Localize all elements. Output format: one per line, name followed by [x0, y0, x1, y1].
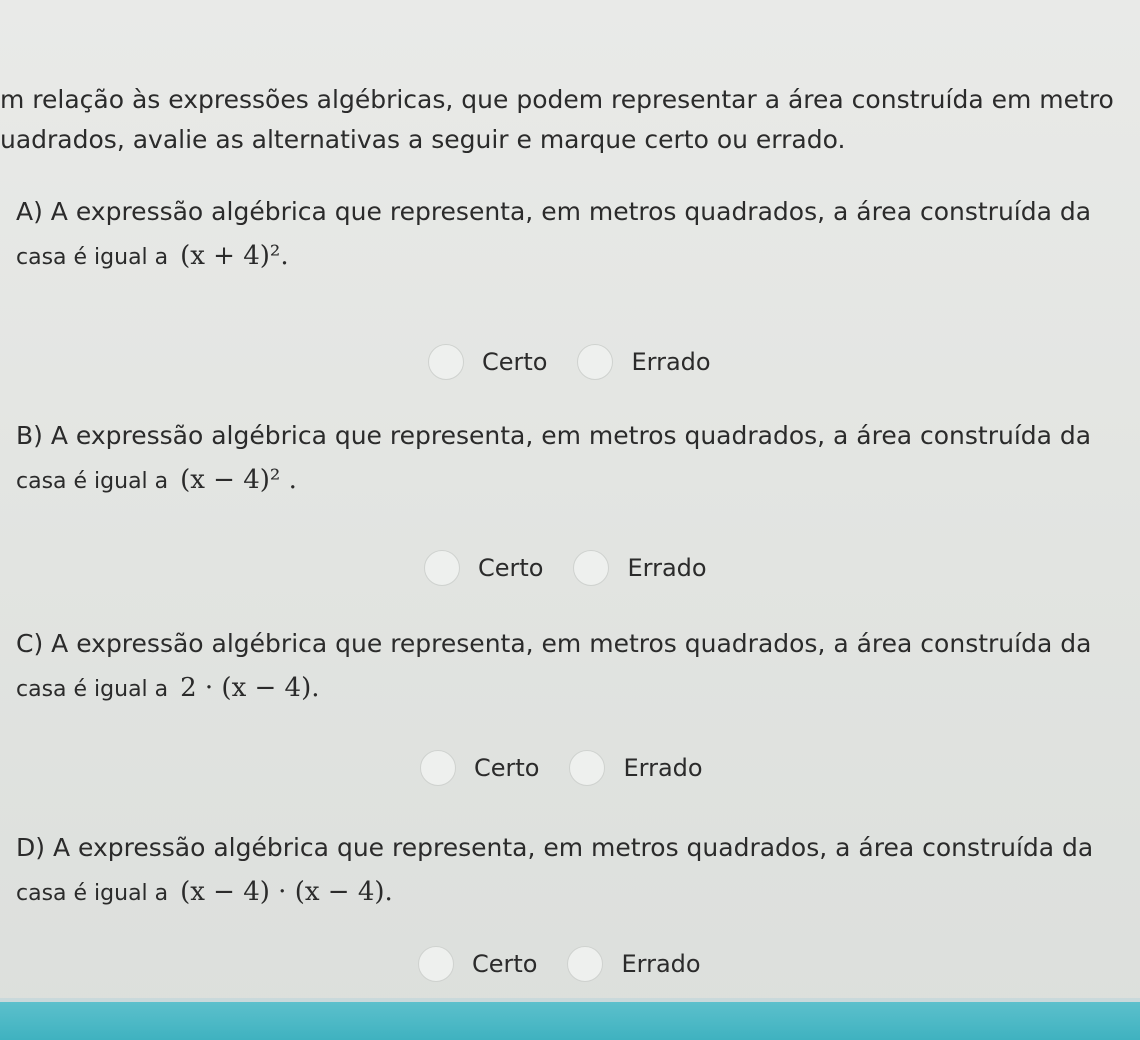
question-b-label-errado: Errado	[627, 554, 707, 582]
question-c-label-errado: Errado	[623, 754, 703, 782]
question-b-label-certo: Certo	[478, 554, 544, 582]
question-c-radio-errado[interactable]	[569, 750, 605, 786]
question-a-option-certo[interactable]	[428, 344, 547, 380]
question-a-options	[428, 344, 711, 380]
question-d-text	[16, 826, 1126, 916]
question-d-option-errado[interactable]	[567, 946, 700, 982]
question-b	[16, 414, 1126, 504]
question-b-option-errado[interactable]	[573, 550, 706, 586]
question-c-options	[420, 750, 703, 786]
question-b-prefix: casa é igual a	[16, 469, 169, 494]
question-b-options	[424, 550, 707, 586]
question-b-radio-certo[interactable]	[424, 550, 460, 586]
question-c-text	[16, 622, 1126, 712]
question-d-radio-errado[interactable]	[567, 946, 603, 982]
bottom-bar	[0, 1002, 1140, 1040]
question-d-line-1: D) A expressão algébrica que representa, em metros quadrados, a área construída da	[16, 833, 1094, 862]
question-c-prefix: casa é igual a	[16, 677, 169, 702]
question-b-text	[16, 414, 1126, 504]
question-a-line-1: A) A expressão algébrica que representa, em metros quadrados, a área construída da	[16, 197, 1092, 226]
question-d-options	[418, 946, 701, 982]
question-a-radio-errado[interactable]	[577, 344, 613, 380]
question-a	[16, 190, 1126, 280]
question-c-option-errado[interactable]	[569, 750, 702, 786]
question-a-radio-certo[interactable]	[428, 344, 464, 380]
question-d-expression: (x − 4) · (x − 4).	[180, 877, 393, 907]
question-c-line-1: C) A expressão algébrica que representa, em metros quadrados, a área construída da	[16, 629, 1092, 658]
question-d-prefix: casa é igual a	[16, 881, 169, 906]
question-b-line-1: B) A expressão algébrica que representa, em metros quadrados, a área construída da	[16, 421, 1092, 450]
question-d	[16, 826, 1126, 916]
question-d-label-errado: Errado	[621, 950, 701, 978]
question-a-text	[16, 190, 1126, 280]
question-b-expression: (x − 4)² .	[180, 465, 297, 495]
question-a-option-errado[interactable]	[577, 344, 710, 380]
intro-line-1: m relação às expressões algébricas, que podem representar a área construída em metro	[0, 85, 1114, 114]
question-c	[16, 622, 1126, 712]
question-d-radio-certo[interactable]	[418, 946, 454, 982]
question-b-option-certo[interactable]	[424, 550, 543, 586]
intro-line-2: uadrados, avalie as alternativas a seguir e marque certo ou errado.	[0, 125, 846, 154]
question-d-label-certo: Certo	[472, 950, 538, 978]
question-a-label-errado: Errado	[631, 348, 711, 376]
question-a-prefix: casa é igual a	[16, 245, 169, 270]
question-b-radio-errado[interactable]	[573, 550, 609, 586]
question-c-option-certo[interactable]	[420, 750, 539, 786]
question-c-radio-certo[interactable]	[420, 750, 456, 786]
intro-text	[0, 80, 1140, 160]
question-c-label-certo: Certo	[474, 754, 540, 782]
question-c-expression: 2 · (x − 4).	[180, 673, 320, 703]
question-a-label-certo: Certo	[482, 348, 548, 376]
question-d-option-certo[interactable]	[418, 946, 537, 982]
question-a-expression: (x + 4)².	[180, 241, 289, 271]
